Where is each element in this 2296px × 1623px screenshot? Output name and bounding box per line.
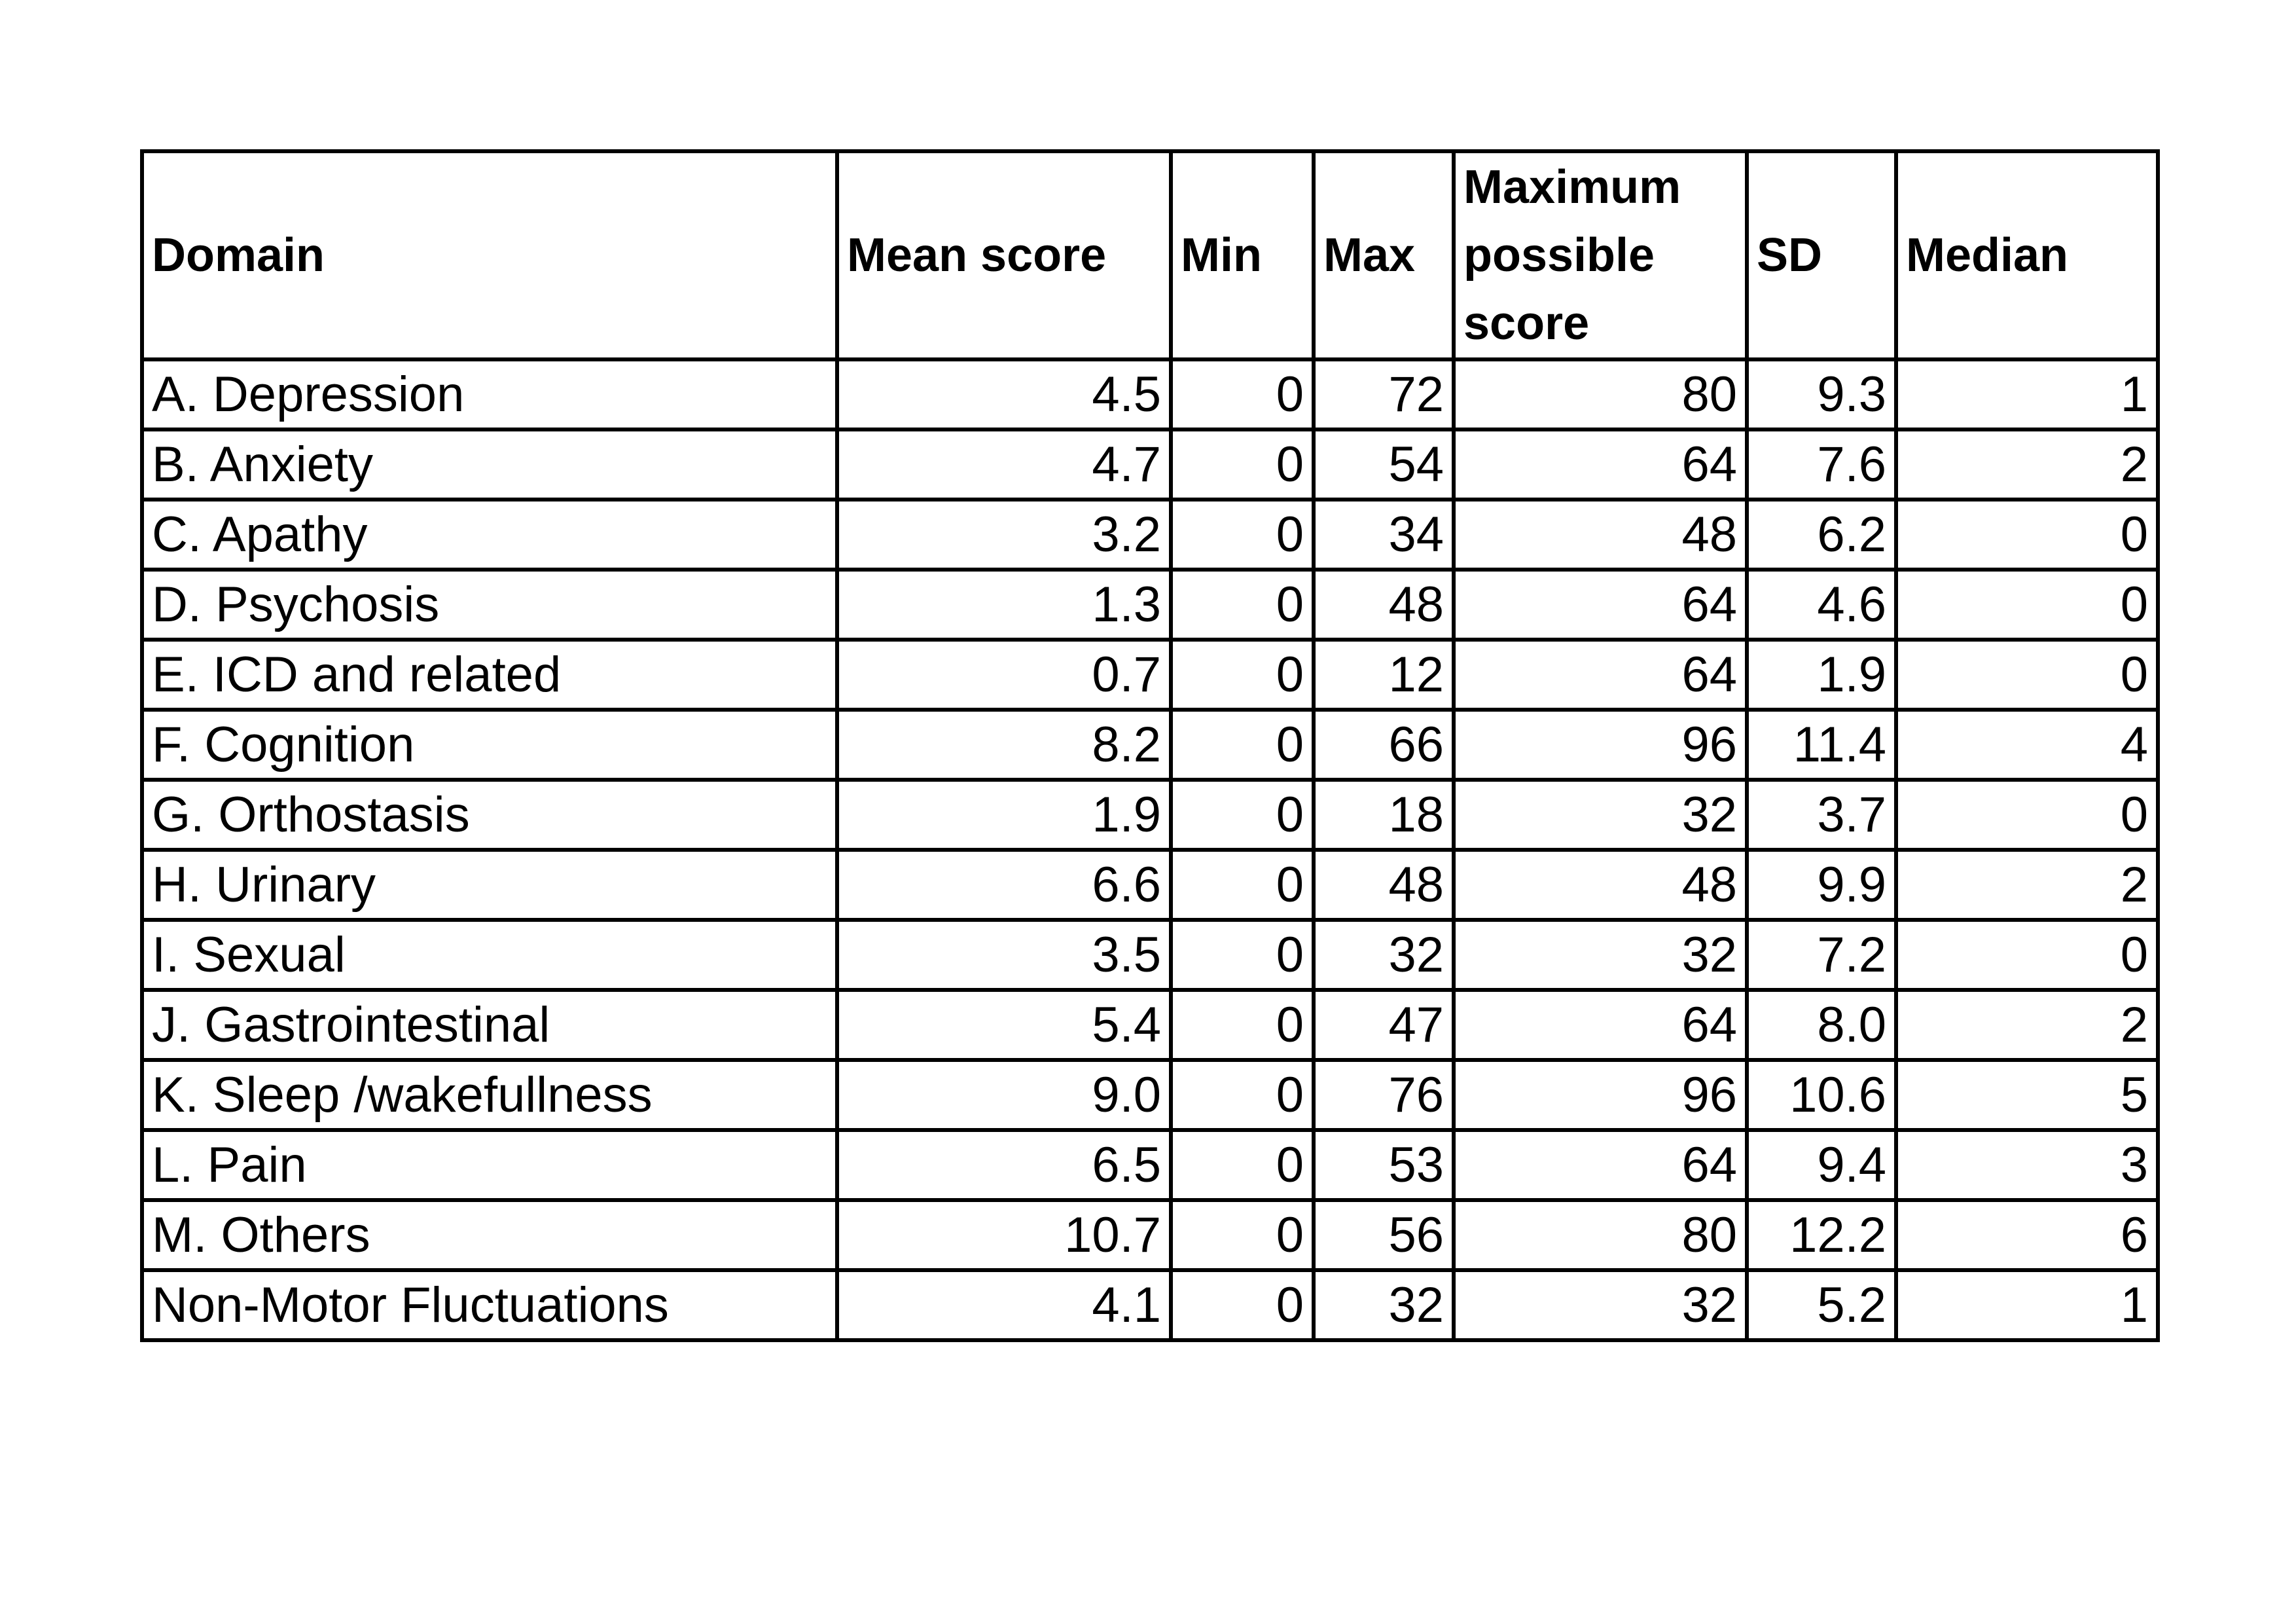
table-row [142,990,2158,1060]
cell-maximum-possible-score: 64 [1454,640,1747,710]
cell-median: 1 [1896,1270,2158,1340]
cell-max: 72 [1314,359,1454,429]
cell-sd: 9.9 [1747,850,1896,920]
table-row [142,1270,2158,1340]
header-sd: SD [1747,151,1896,359]
cell-max: 53 [1314,1130,1454,1200]
cell-sd: 4.6 [1747,570,1896,640]
cell-maximum-possible-score: 48 [1454,850,1747,920]
cell-domain: K. Sleep /wakefullness [142,1060,837,1130]
cell-maximum-possible-score: 32 [1454,920,1747,990]
cell-sd: 9.3 [1747,359,1896,429]
cell-max: 47 [1314,990,1454,1060]
cell-maximum-possible-score: 96 [1454,710,1747,780]
cell-mean-score: 5.4 [837,990,1171,1060]
table-body [142,359,2158,1340]
cell-sd: 1.9 [1747,640,1896,710]
cell-sd: 6.2 [1747,500,1896,570]
cell-domain: G. Orthostasis [142,780,837,850]
cell-mean-score: 1.9 [837,780,1171,850]
cell-maximum-possible-score: 64 [1454,429,1747,500]
cell-mean-score: 3.2 [837,500,1171,570]
cell-min: 0 [1171,920,1314,990]
cell-median: 3 [1896,1130,2158,1200]
table-row [142,500,2158,570]
cell-median: 1 [1896,359,2158,429]
table-row [142,359,2158,429]
cell-domain: A. Depression [142,359,837,429]
cell-mean-score: 0.7 [837,640,1171,710]
cell-domain: M. Others [142,1200,837,1270]
cell-maximum-possible-score: 48 [1454,500,1747,570]
cell-sd: 7.6 [1747,429,1896,500]
cell-maximum-possible-score: 64 [1454,1130,1747,1200]
cell-min: 0 [1171,1200,1314,1270]
cell-max: 34 [1314,500,1454,570]
cell-median: 5 [1896,1060,2158,1130]
cell-min: 0 [1171,640,1314,710]
cell-domain: Non-Motor Fluctuations [142,1270,837,1340]
header-max: Max [1314,151,1454,359]
cell-median: 2 [1896,990,2158,1060]
cell-mean-score: 4.1 [837,1270,1171,1340]
cell-max: 66 [1314,710,1454,780]
cell-maximum-possible-score: 32 [1454,1270,1747,1340]
cell-domain: F. Cognition [142,710,837,780]
table-row [142,1060,2158,1130]
cell-sd: 7.2 [1747,920,1896,990]
cell-maximum-possible-score: 32 [1454,780,1747,850]
cell-domain: H. Urinary [142,850,837,920]
cell-max: 54 [1314,429,1454,500]
cell-domain: J. Gastrointestinal [142,990,837,1060]
cell-min: 0 [1171,1060,1314,1130]
cell-sd: 8.0 [1747,990,1896,1060]
header-row [142,151,2158,359]
cell-median: 0 [1896,920,2158,990]
cell-max: 12 [1314,640,1454,710]
table-row [142,920,2158,990]
cell-mean-score: 8.2 [837,710,1171,780]
cell-median: 0 [1896,500,2158,570]
cell-maximum-possible-score: 80 [1454,359,1747,429]
table-row [142,780,2158,850]
header-domain: Domain [142,151,837,359]
table-row [142,710,2158,780]
domain-scores-table [140,149,2160,1342]
cell-mean-score: 4.7 [837,429,1171,500]
cell-sd: 10.6 [1747,1060,1896,1130]
cell-mean-score: 9.0 [837,1060,1171,1130]
cell-min: 0 [1171,570,1314,640]
cell-min: 0 [1171,710,1314,780]
cell-max: 48 [1314,850,1454,920]
cell-sd: 9.4 [1747,1130,1896,1200]
cell-min: 0 [1171,429,1314,500]
cell-max: 48 [1314,570,1454,640]
cell-min: 0 [1171,500,1314,570]
cell-max: 56 [1314,1200,1454,1270]
cell-median: 4 [1896,710,2158,780]
scores-table-container [140,149,2160,1342]
cell-mean-score: 4.5 [837,359,1171,429]
cell-max: 76 [1314,1060,1454,1130]
cell-mean-score: 10.7 [837,1200,1171,1270]
cell-maximum-possible-score: 80 [1454,1200,1747,1270]
header-maximum-possible-score: Maximum possible score [1454,151,1747,359]
header-median: Median [1896,151,2158,359]
cell-max: 18 [1314,780,1454,850]
cell-domain: L. Pain [142,1130,837,1200]
table-row [142,429,2158,500]
cell-maximum-possible-score: 64 [1454,570,1747,640]
cell-mean-score: 3.5 [837,920,1171,990]
cell-mean-score: 1.3 [837,570,1171,640]
cell-median: 0 [1896,780,2158,850]
cell-mean-score: 6.5 [837,1130,1171,1200]
cell-median: 0 [1896,640,2158,710]
header-min: Min [1171,151,1314,359]
cell-domain: D. Psychosis [142,570,837,640]
cell-sd: 3.7 [1747,780,1896,850]
cell-median: 2 [1896,850,2158,920]
cell-sd: 12.2 [1747,1200,1896,1270]
cell-domain: E. ICD and related [142,640,837,710]
cell-sd: 11.4 [1747,710,1896,780]
cell-max: 32 [1314,1270,1454,1340]
cell-min: 0 [1171,780,1314,850]
cell-min: 0 [1171,359,1314,429]
cell-min: 0 [1171,990,1314,1060]
cell-maximum-possible-score: 96 [1454,1060,1747,1130]
cell-domain: B. Anxiety [142,429,837,500]
cell-max: 32 [1314,920,1454,990]
table-row [142,570,2158,640]
cell-median: 2 [1896,429,2158,500]
table-row [142,1130,2158,1200]
cell-mean-score: 6.6 [837,850,1171,920]
cell-median: 0 [1896,570,2158,640]
header-mean-score: Mean score [837,151,1171,359]
cell-min: 0 [1171,1130,1314,1200]
cell-domain: C. Apathy [142,500,837,570]
cell-domain: I. Sexual [142,920,837,990]
table-row [142,1200,2158,1270]
cell-median: 6 [1896,1200,2158,1270]
table-row [142,850,2158,920]
cell-maximum-possible-score: 64 [1454,990,1747,1060]
cell-min: 0 [1171,1270,1314,1340]
cell-min: 0 [1171,850,1314,920]
cell-sd: 5.2 [1747,1270,1896,1340]
table-row [142,640,2158,710]
